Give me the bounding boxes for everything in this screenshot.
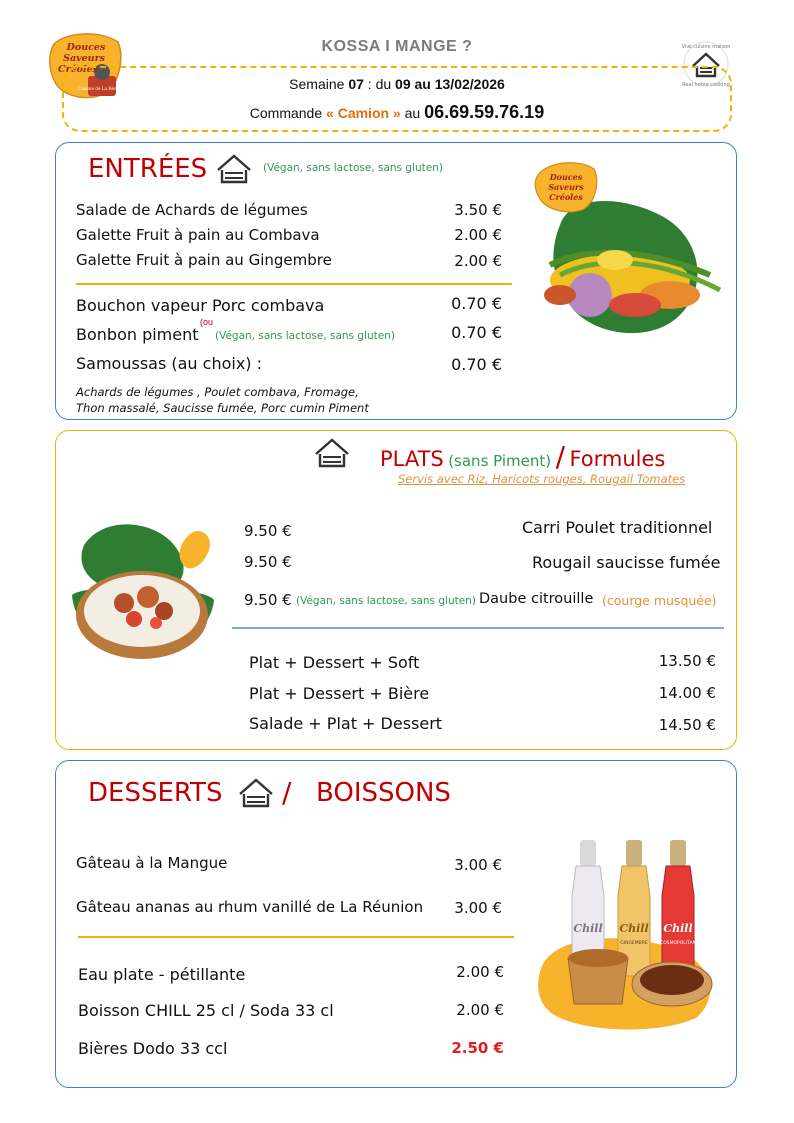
entree-price-2: 2.00 €	[454, 252, 502, 270]
plats-divider	[232, 627, 724, 629]
formule-item-2: Salade + Plat + Dessert	[249, 714, 443, 733]
drink-item-0: Eau plate - pétillante	[78, 965, 246, 984]
bonbon-vegan-note: (Végan, sans lactose, sans gluten)	[215, 330, 395, 342]
entrees-vegan-note: (Végan, sans lactose, sans gluten)	[263, 162, 443, 174]
entree-item-1: Galette Fruit à pain au Combava	[76, 226, 320, 244]
plat-extra-2: (courge musquée)	[602, 593, 717, 608]
drink-price-2: 2.50 €	[451, 1039, 504, 1057]
formule-item-1: Plat + Dessert + Bière	[249, 684, 430, 703]
entree-item-0: Salade de Achards de légumes	[76, 201, 308, 219]
boissons-title: BOISSONS	[316, 778, 451, 808]
plat-item-0: Carri Poulet traditionnel	[522, 518, 713, 537]
logo-line-1: Douces	[66, 42, 106, 53]
drink-price-0: 2.00 €	[456, 963, 504, 981]
entree-item2-1: Bonbon piment	[76, 325, 199, 344]
drink-item-1: Boisson CHILL 25 cl / Soda 33 cl	[78, 1001, 334, 1020]
page-title: KOSSA I MANGE ?	[321, 38, 473, 55]
drink-price-1: 2.00 €	[456, 1001, 504, 1019]
homecooking-top-text: Vrai cuisine maison	[681, 44, 731, 50]
entree-price2-2: 0.70 €	[451, 355, 502, 374]
desserts-title: DESSERTS	[88, 778, 223, 808]
entrees-divider	[76, 283, 512, 285]
logo-sub: Cuisine de La Réunion	[78, 86, 124, 91]
bottle-label-1: Chill	[619, 922, 649, 935]
plats-food-image	[64, 515, 224, 680]
entrees-food-image	[530, 155, 734, 350]
order-camion: « Camion »	[326, 105, 401, 121]
entree-item-2: Galette Fruit à pain au Gingembre	[76, 251, 332, 269]
dessert-item-1: Gâteau ananas au rhum vanillé de La Réunion	[76, 898, 424, 916]
badge-line-3: Créoles	[549, 192, 583, 202]
desserts-divider	[78, 936, 514, 938]
badge-line-2: Saveurs	[548, 182, 584, 192]
entree-price-0: 3.50 €	[454, 201, 502, 219]
plats-title-note: (sans Piment)	[448, 452, 552, 470]
bottle-sub-1: GINGEMBRE	[620, 941, 648, 946]
order-phone[interactable]: 06.69.59.76.19	[424, 102, 545, 122]
week-line: Semaine 07 : du 09 au 13/02/2026	[289, 76, 505, 92]
homecooking-icon	[232, 774, 280, 819]
dessert-item-0: Gâteau à la Mangue	[76, 854, 228, 872]
homecooking-bottom-text: Real home cooking	[682, 82, 730, 88]
homecooking-icon	[210, 150, 258, 195]
formule-item-0: Plat + Dessert + Soft	[249, 653, 420, 672]
plat-price-2: 9.50 €	[244, 591, 292, 609]
homecooking-icon	[308, 434, 356, 479]
entrees-title: ENTRÉES	[88, 154, 208, 184]
plats-header	[380, 440, 665, 473]
plat-item-2: Daube citrouille	[479, 591, 594, 607]
week-number: 07	[348, 76, 364, 92]
entree-price-1: 2.00 €	[454, 226, 502, 244]
bottle-sub-2: COSMOPOLITAN	[660, 941, 696, 946]
bottle-label-0: Chill	[573, 922, 603, 935]
plat-item-1: Rougail saucisse fumée	[532, 553, 721, 572]
formule-price-1: 14.00 €	[658, 684, 716, 702]
formule-price-0: 13.50 €	[658, 652, 716, 670]
entree-item2-2: Samoussas (au choix) :	[76, 354, 263, 373]
plats-served-note: Servis avec Riz, Haricots rouges, Rougail Tomates	[398, 472, 686, 486]
plat-price-1: 9.50 €	[244, 553, 292, 571]
badge-line-1: Douces	[549, 172, 583, 182]
samoussa-options-line-1: Achards de légumes , Poulet combava, Fromage,	[76, 385, 359, 399]
drink-item-2: Bières Dodo 33 ccl	[78, 1039, 228, 1058]
plats-slash: /	[555, 440, 566, 473]
plat-note-2: (Végan, sans lactose, sans gluten)	[296, 595, 476, 607]
desserts-drinks-image	[536, 836, 724, 1041]
samoussa-options-line-2: Thon massalé, Saucisse fumée, Porc cumin Piment	[76, 401, 369, 415]
bottle-label-2: Chill	[663, 922, 693, 935]
entree-price2-0: 0.70 €	[451, 294, 502, 313]
plats-title: PLATS	[380, 447, 444, 471]
week-dates: 09 au 13/02/2026	[395, 76, 505, 92]
formule-price-2: 14.50 €	[658, 716, 716, 734]
pepper-icon: (ou	[200, 317, 214, 327]
plat-price-0: 9.50 €	[244, 522, 292, 540]
desserts-slash: /	[282, 776, 292, 809]
order-line: Commande « Camion » au 06.69.59.76.19	[249, 102, 545, 122]
dessert-price-0: 3.00 €	[454, 856, 502, 874]
dessert-price-1: 3.00 €	[454, 899, 502, 917]
logo-line-3: Créoles	[58, 64, 98, 75]
formules-title: Formules	[569, 447, 666, 471]
entree-item2-0: Bouchon vapeur Porc combava	[76, 296, 325, 315]
logo-line-2: Saveurs	[63, 53, 105, 64]
entree-price2-1: 0.70 €	[451, 323, 502, 342]
